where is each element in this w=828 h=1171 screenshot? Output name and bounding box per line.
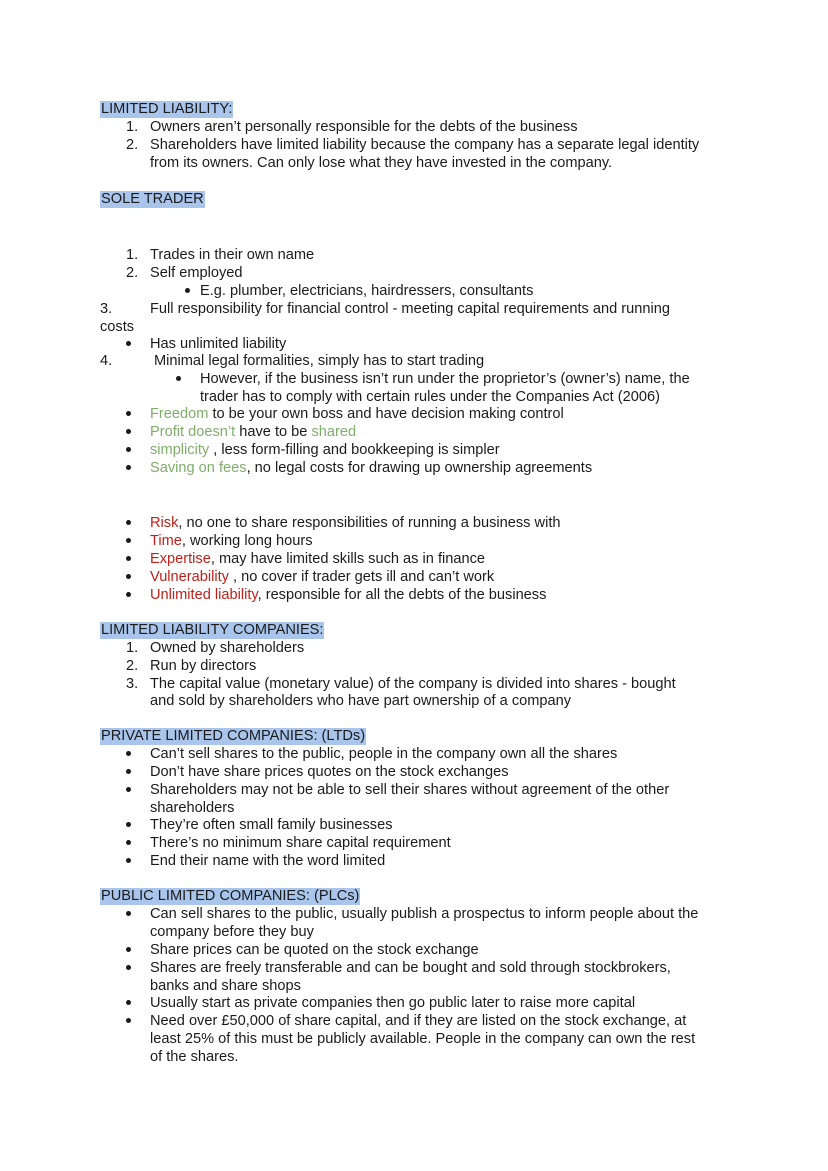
bullet-icon [185, 288, 190, 293]
list-item: Need over £50,000 of share capital, and if they are listed on the stock exchange, at [150, 1013, 687, 1029]
advantage-item: simplicity , less form-filling and bookkeeping is simpler [150, 442, 500, 458]
list-number: 1. [126, 247, 139, 263]
list-item: Shares are freely transferable and can be bought and sold through stockbrokers, [150, 960, 671, 976]
list-item: Shareholders may not be able to sell their shares without agreement of the other [150, 782, 670, 798]
bullet-icon [126, 447, 131, 452]
advantage-item: Freedom to be your own boss and have decision making control [150, 406, 564, 422]
heading-limited-liability: LIMITED LIABILITY: [101, 101, 233, 117]
list-number: 3. [100, 301, 113, 317]
list-item: End their name with the word limited [150, 853, 386, 869]
list-item: Usually start as private companies then go public later to raise more capital [150, 995, 636, 1011]
bullet-icon [126, 1018, 131, 1023]
list-item-continuation: banks and share shops [150, 978, 301, 994]
disadvantage-item: Expertise, may have limited skills such as in finance [150, 551, 485, 567]
list-item: The capital value (monetary value) of the company is divided into shares - bought [150, 676, 676, 692]
disadvantage-item: Risk, no one to share responsibilities of running a business with [150, 515, 561, 531]
list-item: Trades in their own name [150, 247, 315, 263]
list-item-continuation: least 25% of this must be publicly available. People in the company can own the rest [150, 1031, 696, 1047]
bullet-icon [126, 911, 131, 916]
list-item: There’s no minimum share capital requirement [150, 835, 451, 851]
bullet-icon [126, 965, 131, 970]
bullet-icon [126, 769, 131, 774]
list-subitem-continuation: trader has to comply with certain rules under the Companies Act (2006) [200, 389, 660, 405]
list-item: Owned by shareholders [150, 640, 305, 656]
list-subitem: Has unlimited liability [150, 336, 287, 352]
heading-private-limited-companies: PRIVATE LIMITED COMPANIES: (LTDs) [101, 728, 366, 744]
list-item-continuation: costs [100, 319, 135, 335]
list-item: Run by directors [150, 658, 257, 674]
heading-limited-liability-companies: LIMITED LIABILITY COMPANIES: [101, 622, 324, 638]
bullet-icon [126, 947, 131, 952]
bullet-icon [126, 858, 131, 863]
list-item: Full responsibility for financial control - meeting capital requirements and running [150, 301, 670, 317]
list-subitem: E.g. plumber, electricians, hairdressers, consultants [200, 283, 534, 299]
disadvantage-item: Time, working long hours [150, 533, 313, 549]
list-number: 1. [126, 640, 139, 656]
list-number: 1. [126, 119, 139, 135]
list-number: 2. [126, 265, 139, 281]
bullet-icon [126, 429, 131, 434]
list-item: Don’t have share prices quotes on the stock exchanges [150, 764, 509, 780]
bullet-icon [126, 592, 131, 597]
bullet-icon [176, 376, 181, 381]
list-item: Self employed [150, 265, 243, 281]
list-item: They’re often small family businesses [150, 817, 393, 833]
bullet-icon [126, 465, 131, 470]
list-item-continuation: and sold by shareholders who have part ownership of a company [150, 693, 572, 709]
advantage-item: Saving on fees, no legal costs for drawing up ownership agreements [150, 460, 593, 476]
list-item-continuation: shareholders [150, 800, 235, 816]
list-item: Owners aren’t personally responsible for the debts of the business [150, 119, 578, 135]
list-item-continuation: from its owners. Can only lose what they have invested in the company. [150, 155, 613, 171]
bullet-icon [126, 341, 131, 346]
disadvantage-item: Vulnerability , no cover if trader gets ill and can’t work [150, 569, 495, 585]
list-number: 3. [126, 676, 139, 692]
list-subitem: However, if the business isn’t run under the proprietor’s (owner’s) name, the [200, 371, 690, 387]
disadvantage-item: Unlimited liability, responsible for all the debts of the business [150, 587, 547, 603]
bullet-icon [126, 574, 131, 579]
heading-sole-trader: SOLE TRADER [101, 191, 204, 207]
heading-public-limited-companies: PUBLIC LIMITED COMPANIES: (PLCs) [101, 888, 360, 904]
list-number: 4. [100, 353, 113, 369]
list-item-continuation: company before they buy [150, 924, 314, 940]
list-item: Minimal legal formalities, simply has to start trading [154, 353, 485, 369]
bullet-icon [126, 556, 131, 561]
bullet-icon [126, 751, 131, 756]
bullet-icon [126, 520, 131, 525]
bullet-icon [126, 822, 131, 827]
list-number: 2. [126, 658, 139, 674]
bullet-icon [126, 1000, 131, 1005]
list-item-continuation: of the shares. [150, 1049, 239, 1065]
advantage-item: Profit doesn’t have to be shared [150, 424, 357, 440]
bullet-icon [126, 840, 131, 845]
bullet-icon [126, 787, 131, 792]
bullet-icon [126, 411, 131, 416]
list-item: Share prices can be quoted on the stock exchange [150, 942, 479, 958]
list-number: 2. [126, 137, 139, 153]
list-item: Shareholders have limited liability because the company has a separate legal identity [150, 137, 700, 153]
list-item: Can’t sell shares to the public, people in the company own all the shares [150, 746, 618, 762]
bullet-icon [126, 538, 131, 543]
list-item: Can sell shares to the public, usually publish a prospectus to inform people about the [150, 906, 699, 922]
